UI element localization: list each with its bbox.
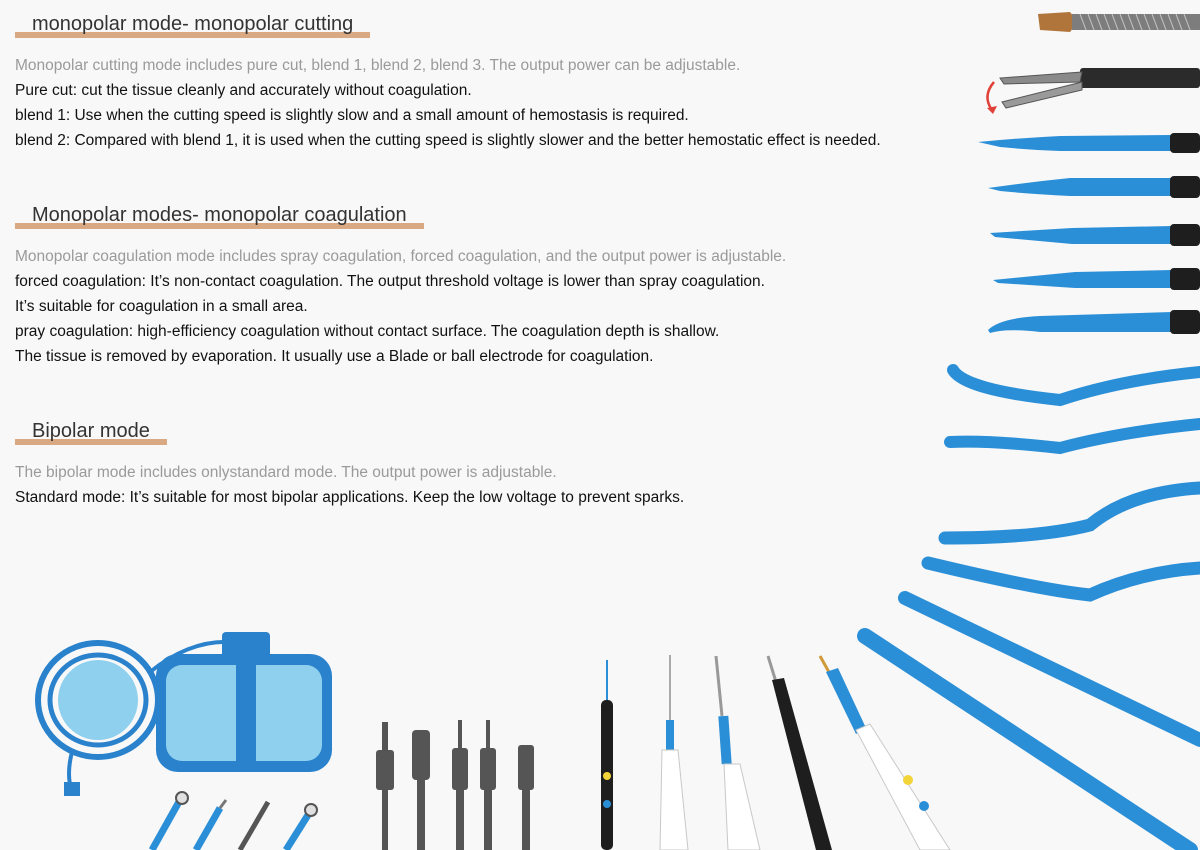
section-bipolar [15, 419, 684, 510]
section-heading [15, 419, 167, 443]
body-line: Pure cut: cut the tissue cleanly and accurately without coagulation. [15, 82, 472, 99]
section-intro: Monopolar coagulation mode includes spray coagulation, forced coagulation, and the output power is adjustable. [15, 248, 787, 265]
bipolar-forceps-icon [987, 68, 1200, 114]
blade-electrode-icon [978, 133, 1200, 198]
body-line: blend 2: Compared with blend 1, it is used when the cutting speed is slightly slower and the better hemostatic effect is needed. [15, 132, 881, 149]
section-intro: The bipolar mode includes onlystandard mode. The output power is adjustable. [15, 464, 557, 481]
electrosurgical-pencil-icon [601, 655, 950, 850]
laparoscopic-instrument-icon [1038, 12, 1200, 32]
section-heading [15, 203, 424, 227]
body-line: Standard mode: It’s suitable for most bipolar applications. Keep the low voltage to prevent sparks. [15, 489, 685, 506]
bipolar-cable-plug-icon [376, 720, 534, 850]
body-line: pray coagulation: high-efficiency coagulation without contact surface. The coagulation depth is shallow. [15, 323, 720, 340]
section-monopolar-cutting [15, 12, 881, 153]
heading-text: Bipolar mode [32, 420, 150, 442]
body-line: It’s suitable for coagulation in a small area. [15, 298, 308, 315]
section-heading [15, 12, 370, 36]
bipolar-bayonet-forceps-icon [865, 370, 1200, 850]
heading-text: monopolar mode- monopolar cutting [32, 13, 354, 35]
needle-electrode-icon [988, 224, 1200, 334]
heading-text: Monopolar modes- monopolar coagulation [32, 204, 407, 226]
body-line: forced coagulation: It’s non-contact coagulation. The output threshold voltage is lower than spray coagulation. [15, 273, 765, 290]
section-monopolar-coagulation [15, 203, 786, 369]
body-line: The tissue is removed by evaporation. It usually use a Blade or ball electrode for coagulation. [15, 348, 654, 365]
grounding-pad-icon [38, 632, 332, 796]
section-intro: Monopolar cutting mode includes pure cut, blend 1, blend 2, blend 3. The output power can be adjustable. [15, 57, 741, 74]
body-line: blend 1: Use when the cutting speed is slightly slow and a small amount of hemostasis is required. [15, 107, 689, 124]
ball-electrode-icon [152, 792, 317, 850]
